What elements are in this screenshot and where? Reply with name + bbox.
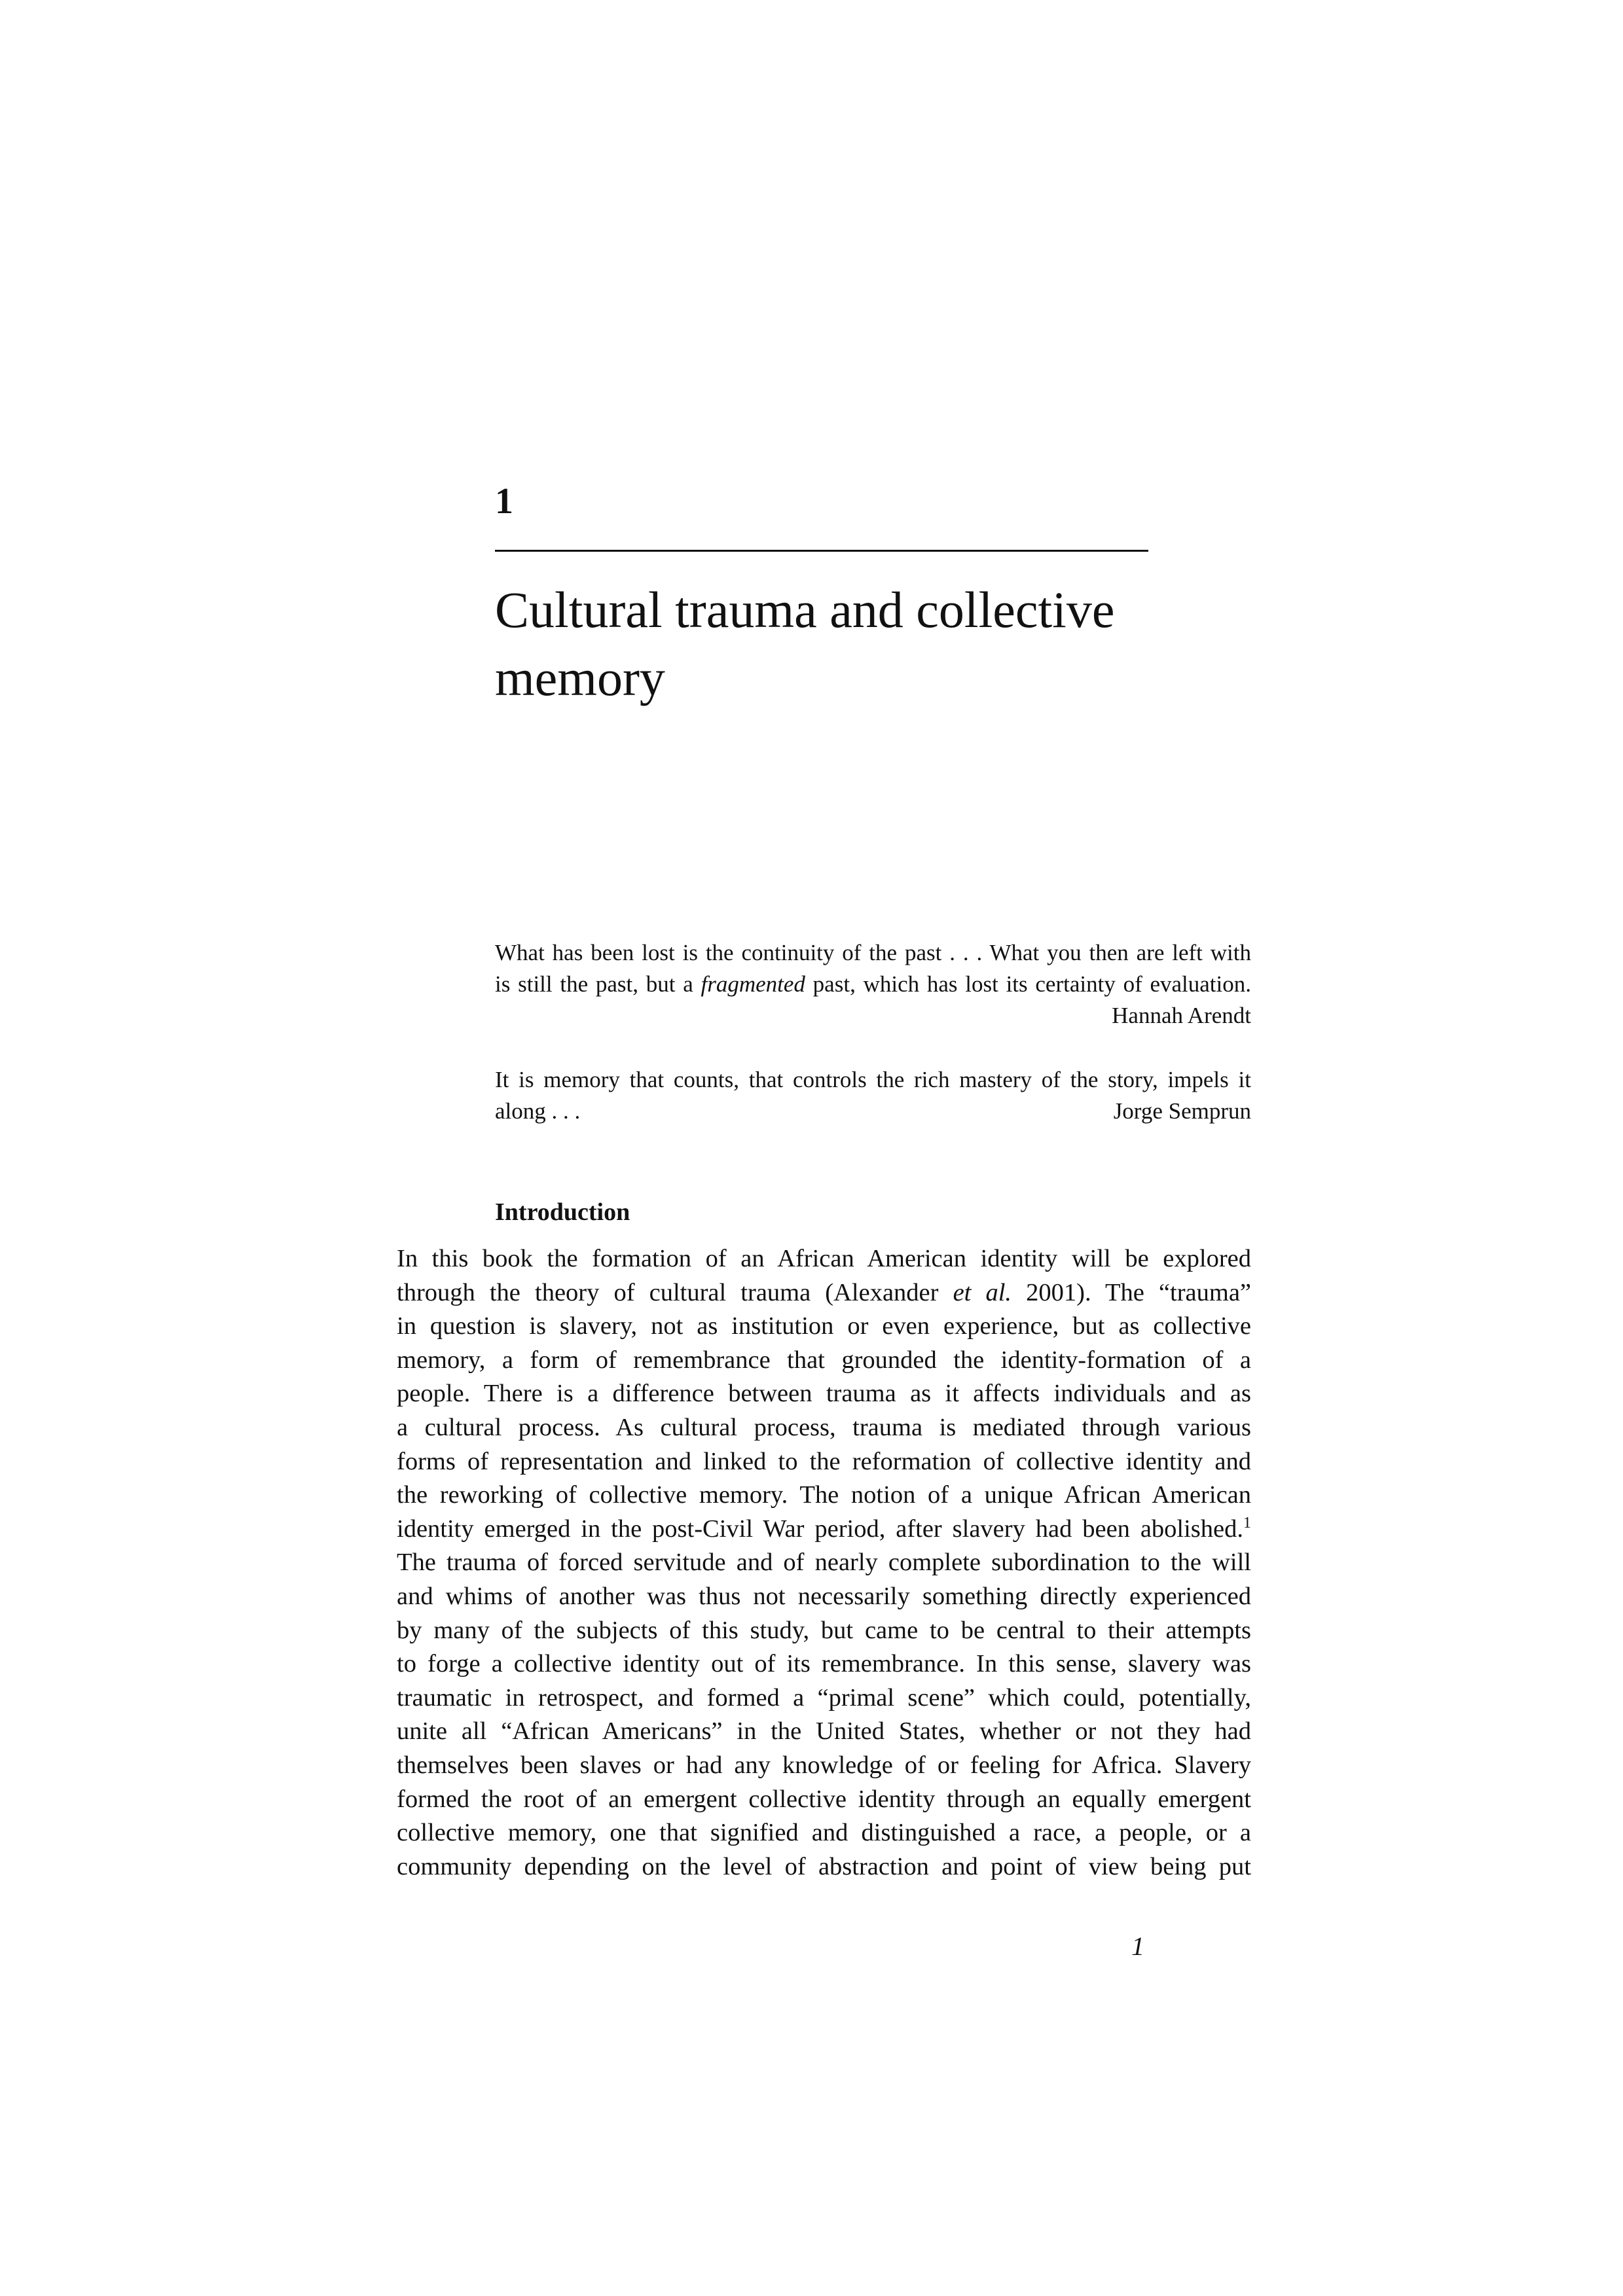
body-paragraph [397, 1242, 1251, 1884]
body-line: forms of representation and linked to the reformation of collective identity and [397, 1447, 1251, 1475]
epigraph-semprun [495, 1064, 1251, 1127]
body-line: a cultural process. As cultural process, trauma is mediated through various [397, 1413, 1251, 1441]
body-line [397, 1513, 1251, 1547]
body-line: the reworking of collective memory. The notion of a unique African American [397, 1481, 1251, 1509]
body-line: collective memory, one that signified and distinguished a race, a people, or a [397, 1819, 1251, 1847]
epigraph-line: It is memory that counts, that controls the rich mastery of the story, impels it [495, 1067, 1251, 1092]
body-line: The trauma of forced servitude and of nearly complete subordination to the will [397, 1549, 1251, 1577]
body-line: community depending on the level of abstraction and point of view being put [397, 1852, 1251, 1880]
epigraph-text: along . . . [495, 1098, 581, 1124]
body-text-segment: identity emerged in the post-Civil War period, after slavery had been abolished. [397, 1515, 1243, 1543]
body-text-segment: 2001). The “trauma” [1012, 1278, 1251, 1306]
body-line: themselves been slaves or had any knowledge of or feeling for Africa. Slavery [397, 1751, 1251, 1779]
epigraph-line [495, 1096, 1251, 1127]
body-line: unite all “African Americans” in the United States, whether or not they had [397, 1717, 1251, 1746]
epigraph-text: past, which has lost its certainty of evaluation. [805, 971, 1251, 997]
body-line: to forge a collective identity out of its remembrance. In this sense, slavery was [397, 1650, 1251, 1678]
body-line [397, 1276, 1251, 1310]
chapter-rule [495, 550, 1148, 552]
epigraph-text: is still the past, but a [495, 971, 701, 997]
epigraph-author: Jorge Semprun [1113, 1098, 1251, 1124]
epigraph-emphasis: fragmented [701, 971, 805, 997]
body-line: In this book the formation of an African American identity will be explored [397, 1245, 1251, 1272]
chapter-title: Cultural trauma and collective memory [495, 581, 1115, 706]
footnote-marker[interactable]: 1 [1243, 1514, 1251, 1532]
body-line: formed the root of an emergent collective identity through an equally emergent [397, 1785, 1251, 1813]
body-line: traumatic in retrospect, and formed a “primal scene” which could, potentially, [397, 1683, 1251, 1712]
epigraph-arendt [495, 937, 1251, 1031]
body-text-segment: through the theory of cultural trauma (Alexander [397, 1278, 953, 1306]
body-line: memory, a form of remembrance that grounded the identity-formation of a [397, 1346, 1251, 1374]
body-line: by many of the subjects of this study, but came to be central to their attempts [397, 1616, 1251, 1644]
page-number: 1 [1131, 1931, 1144, 1961]
chapter-number: 1 [495, 481, 513, 522]
epigraph-author: Hannah Arendt [1112, 1003, 1251, 1028]
body-emphasis: et al. [953, 1278, 1012, 1306]
epigraph-line [495, 969, 1251, 1000]
section-heading: Introduction [495, 1198, 630, 1226]
epigraph-line: What has been lost is the continuity of the past . . . What you then are left with [495, 940, 1251, 965]
body-line: in question is slavery, not as institution or even experience, but as collective [397, 1312, 1251, 1340]
body-line: and whims of another was thus not necessarily something directly experienced [397, 1582, 1251, 1610]
body-line: people. There is a difference between trauma as it affects individuals and as [397, 1380, 1251, 1408]
